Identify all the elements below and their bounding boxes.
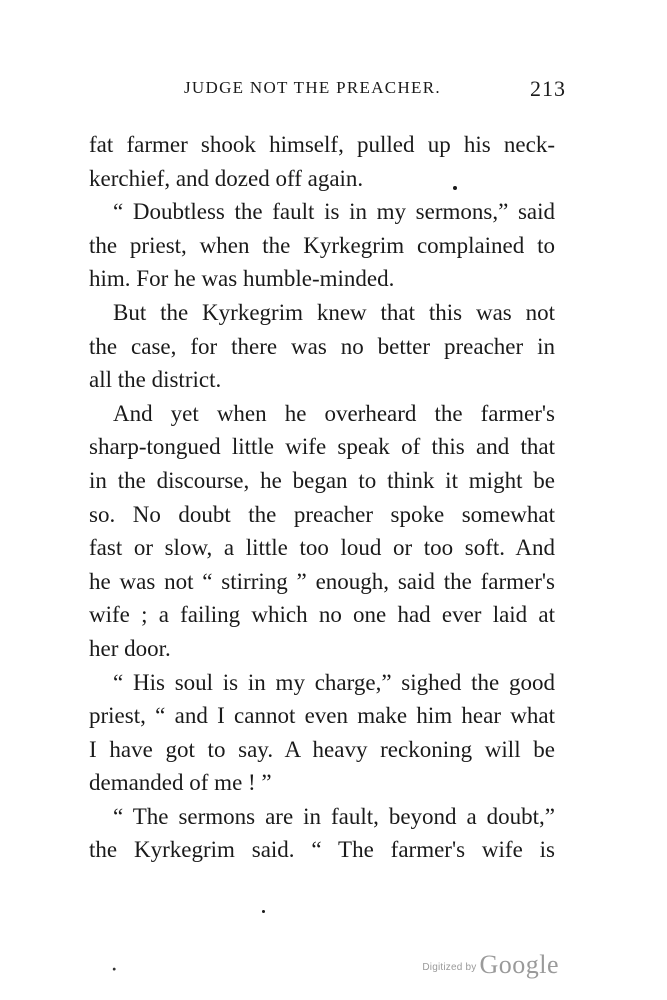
text-line: But the Kyrkegrim knew that this was not [113, 299, 555, 325]
ink-speck [453, 186, 457, 190]
text-line: fast or slow, a little too loud or too soft. And [89, 535, 555, 561]
footer-mark: • [109, 961, 119, 977]
text-line: so. No doubt the preacher spoke somewhat [89, 501, 555, 527]
google-logo-text: Google [479, 950, 559, 979]
text-line: sharp-tongued little wife speak of this and that [89, 434, 555, 460]
text-line: “ His soul is in my charge,” sighed the good [113, 669, 555, 695]
running-head [184, 78, 566, 106]
ink-speck [262, 910, 265, 913]
text-line: in the discourse, he began to think it might be [89, 467, 555, 493]
text-line: the case, for there was no better preacher in [89, 333, 555, 359]
text-line: wife ; a failing which no one had ever laid at [89, 602, 555, 628]
text-line: all the district. [89, 367, 222, 393]
text-line: “ Doubtless the fault is in my sermons,” said [113, 199, 555, 225]
text-line: “ The sermons are in fault, beyond a doubt,” [113, 803, 555, 829]
text-line: priest, “ and I cannot even make him hear what [89, 703, 555, 729]
digitized-by-watermark [422, 950, 559, 980]
text-line: him. For he was humble-minded. [89, 266, 395, 292]
text-line: the Kyrkegrim said. “ The farmer's wife is [89, 837, 555, 863]
running-head-title: JUDGE NOT THE PREACHER. [184, 78, 441, 97]
text-line: I have got to say. A heavy reckoning will be [89, 736, 555, 762]
text-line: her door. [89, 635, 171, 661]
text-line: fat farmer shook himself, pulled up his neck- [89, 132, 555, 157]
text-line: the priest, when the Kyrkegrim complained to [89, 232, 555, 258]
text-line: kerchief, and dozed off again. [89, 165, 364, 191]
text-line: he was not “ stirring ” enough, said the farmer's [89, 568, 555, 594]
body-text [89, 128, 555, 867]
page-number: 213 [530, 76, 566, 101]
text-line: And yet when he overheard the farmer's [113, 400, 555, 426]
text-line: demanded of me ! ” [89, 770, 272, 796]
digitized-by-label: Digitized by [422, 962, 477, 973]
